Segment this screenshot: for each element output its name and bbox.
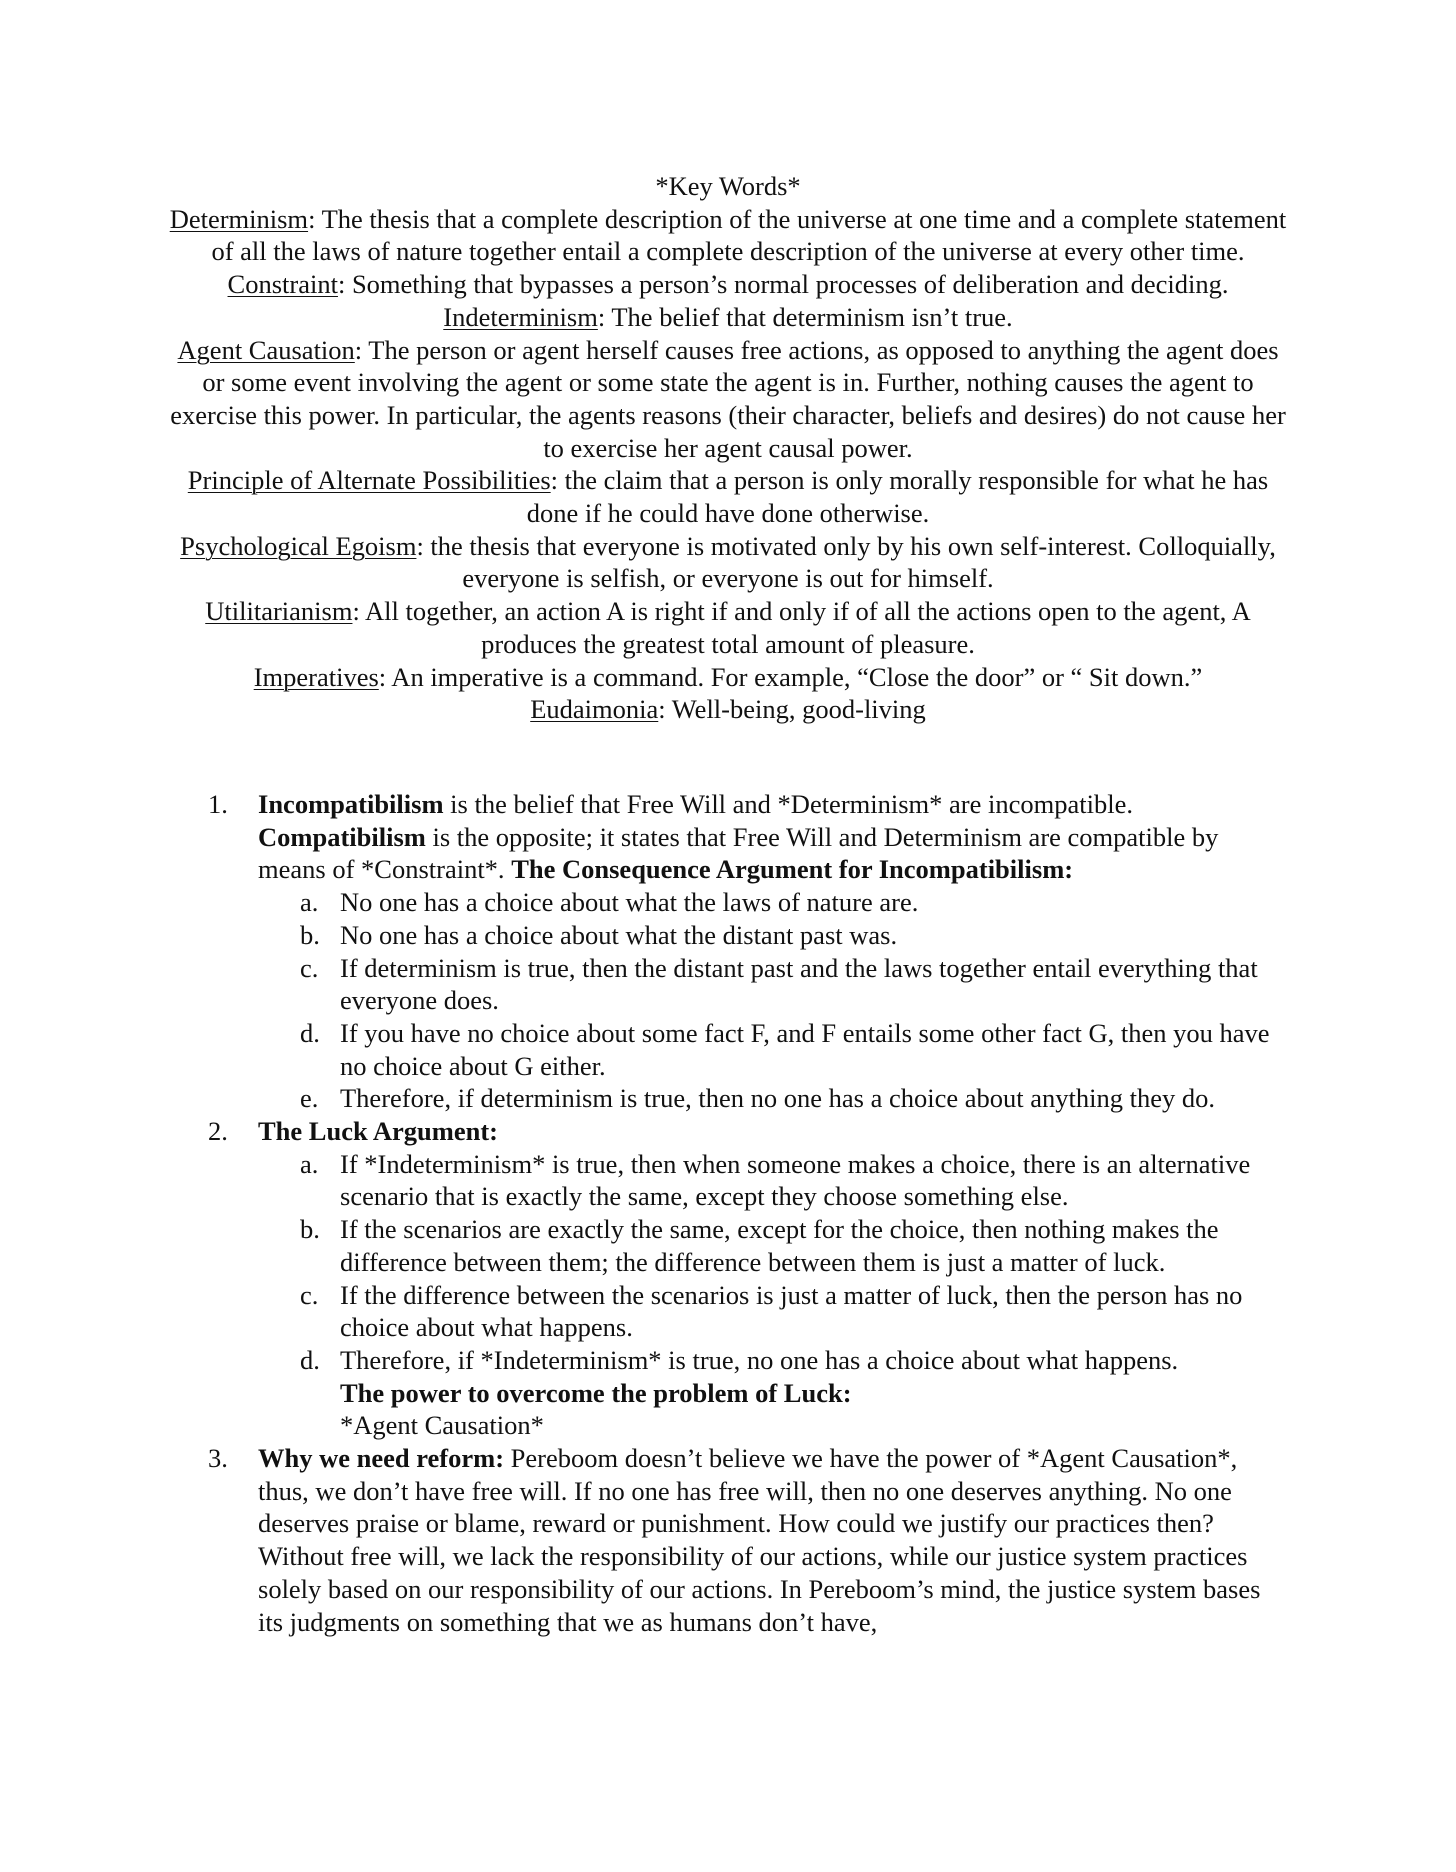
keyword-entry [168,268,1288,301]
keyword-term: Eudaimonia [530,694,659,725]
list-item-text [258,1442,1288,1638]
sub-text: Therefore, if determinism is true, then no one has a choice about anything they do. [340,1083,1215,1114]
argument-title: The Consequence Argument for Incompatibilism: [511,854,1074,885]
numbered-list [208,788,1288,1638]
item-text: Pereboom doesn’t believe we have the power of *Agent Causation*, thus, we don’t have free will. If no one has free will, then no one deserves anything. No one deserves praise or blame, reward or punishment. How could we justify our practices then? Without free will, we lack the responsibility of our actions, while our justice system practices solely based on our responsibility of our actions. In Pereboom’s mind, the justice system bases its judgments on something that we as humans don’t have, [258,1443,1261,1637]
keyword-term: Principle of Alternate Possibilities [187,465,551,496]
keyword-entry [168,595,1288,660]
sub-item [208,1148,1288,1213]
list-item-incompatibilism [208,788,1288,886]
keyword-term: Agent Causation [177,334,355,365]
keyword-term: Utilitarianism [205,596,353,627]
sub-text: If the difference between the scenarios is just a matter of luck, then the person has no choice about what happens. [340,1279,1243,1343]
list-item-text [258,1115,1288,1148]
term-bold: Compatibilism [258,821,426,852]
list-item-reform [208,1442,1288,1638]
luck-solution-title: The power to overcome the problem of Luck: [340,1377,852,1408]
sub-text: No one has a choice about what the laws of nature are. [340,887,919,918]
keyword-definition: : The person or agent herself causes free actions, as opposed to anything the agent does or some event involving the agent or some state the agent is in. Further, nothing causes the agent to exercise this power. In particular, the agents reasons (their character, beliefs and desires) do not cause her to exercise her agent causal power. [170,334,1286,463]
argument-title: Why we need reform: [258,1443,505,1474]
sub-item [208,886,1288,919]
keyword-definition: : Something that bypasses a person’s normal processes of deliberation and deciding. [337,269,1229,300]
sub-letter: b. [300,919,320,950]
list-number: 1. [208,789,228,819]
sub-item [208,1213,1288,1278]
sub-letter: c. [300,1279,319,1310]
luck-solution-heading [208,1377,1288,1410]
item-text: is the belief that Free Will and *Determinism* are incompatible. [443,789,1133,819]
luck-solution-text: *Agent Causation* [340,1410,544,1441]
sub-letter: d. [300,1344,320,1375]
argument-title: The Luck Argument: [258,1116,498,1147]
sub-letter: e. [300,1083,319,1114]
keyword-definition: : the claim that a person is only morally responsible for what he has done if he could have done otherwise. [526,465,1269,529]
key-words-section [168,170,1288,726]
keyword-term: Constraint [227,269,338,300]
keyword-entry [168,334,1288,465]
sub-item [208,1279,1288,1344]
sub-letter: c. [300,952,319,983]
sub-text: No one has a choice about what the distant past was. [340,919,898,950]
list-number: 3. [208,1443,228,1474]
list-item-text [258,788,1288,886]
sub-text: Therefore, if *Indeterminism* is true, no one has a choice about what happens. [340,1344,1179,1375]
keyword-definition: : All together, an action A is right if and only if of all the actions open to the agent, A produces the greatest total amount of pleasure. [352,596,1251,659]
keyword-term: Psychological Egoism [180,530,417,561]
sub-text: If the scenarios are exactly the same, except for the choice, then nothing makes the difference between them; the difference between them is just a matter of luck. [340,1214,1219,1277]
key-words-heading: *Key Words* [655,171,801,201]
keyword-entry [168,530,1288,595]
sub-item [208,952,1288,1017]
list-number: 2. [208,1116,228,1147]
keyword-entry [168,464,1288,529]
keyword-entry [168,203,1288,268]
keyword-term: Indeterminism [443,301,598,332]
item-text: is the opposite; it states that Free Will and Determinism are compatible by means of *Constraint*. [258,821,1219,885]
keyword-definition: : the thesis that everyone is motivated only by his own self-interest. Colloquially, everyone is selfish, or everyone is out for himself. [416,530,1276,594]
keyword-definition: : An imperative is a command. For example, “Close the door” or “ Sit down.” [378,661,1203,692]
sub-text: If you have no choice about some fact F, and F entails some other fact G, then you have no choice about G either. [340,1017,1270,1081]
sub-letter: a. [300,1148,319,1179]
keyword-entry [168,661,1288,694]
sub-item [208,1082,1288,1115]
sub-letter: d. [300,1017,320,1048]
keyword-term: Determinism [169,203,309,234]
keyword-definition: : Well-being, good-living [658,694,926,725]
term-bold: Incompatibilism [258,789,444,819]
sub-item [208,1017,1288,1082]
keyword-definition: : The thesis that a complete description of the universe at one time and a complete statement of all the laws of nature together entail a complete description of the universe at every other time. [211,203,1287,267]
keyword-entry [168,301,1288,334]
keyword-term: Imperatives [253,661,379,692]
keyword-entry [168,693,1288,726]
sub-item [208,1344,1288,1377]
keyword-definition: : The belief that determinism isn’t true. [597,301,1013,332]
sub-letter: a. [300,887,319,918]
list-item-luck-argument [208,1115,1288,1148]
sub-text: If *Indeterminism* is true, then when someone makes a choice, there is an alternative scenario that is exactly the same, except they choose something else. [340,1148,1251,1212]
sub-text: If determinism is true, then the distant past and the laws together entail everything that everyone does. [340,952,1258,1016]
sub-item [208,919,1288,952]
sub-letter: b. [300,1214,320,1245]
